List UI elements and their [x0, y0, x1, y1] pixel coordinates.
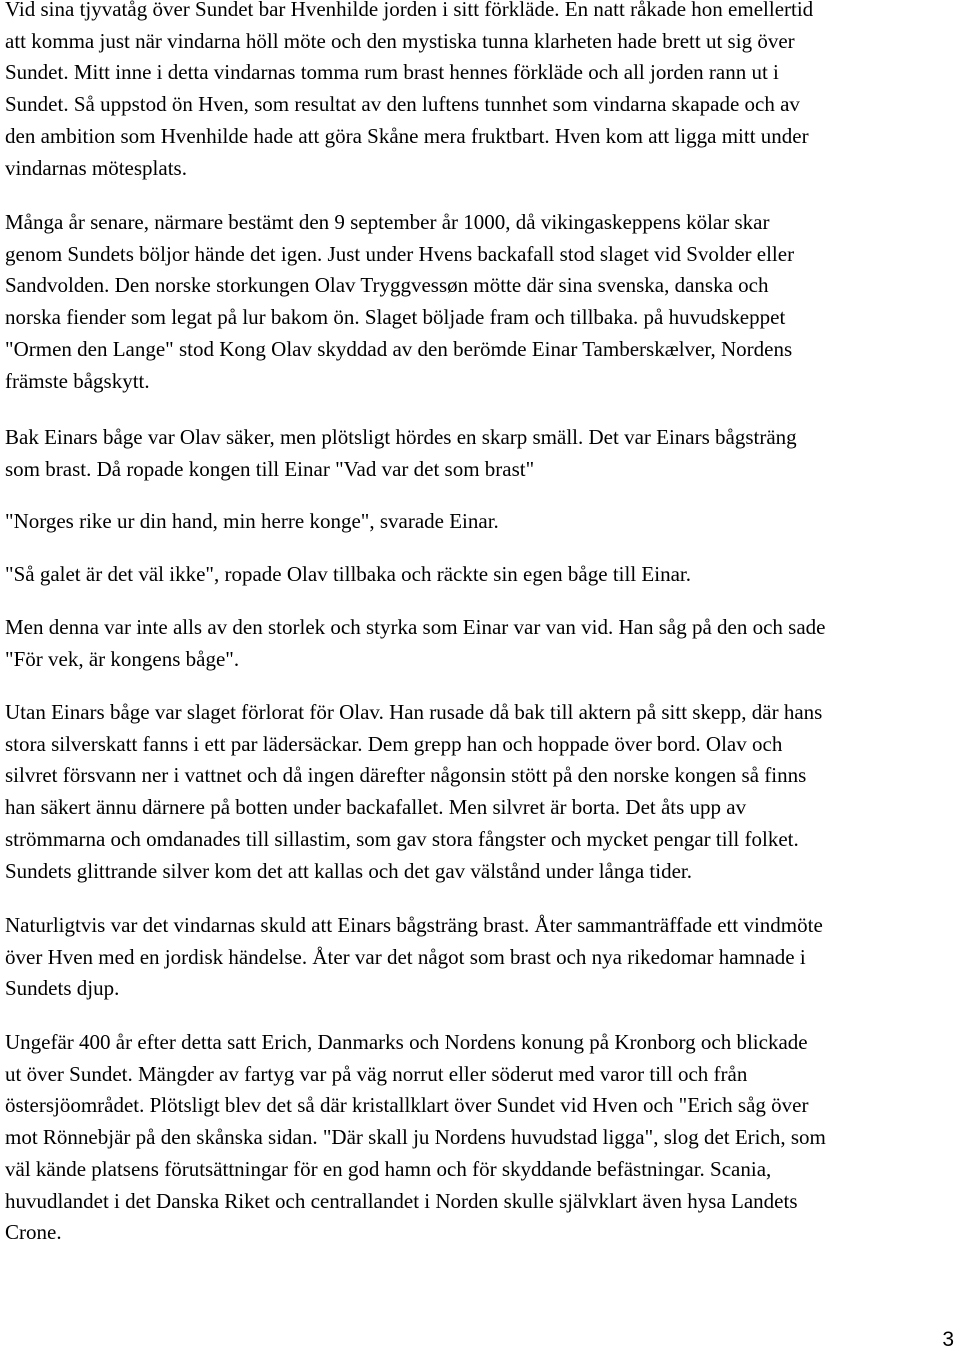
- paragraph-bowstring-snaps: [5, 422, 955, 485]
- paragraph-hven-origin: [5, 0, 955, 184]
- text-line: Vid sina tjyvatåg över Sundet bar Hvenhilde jorden i sitt förkläde. En natt råkade hon emellertid: [5, 0, 814, 21]
- text-line: väl kände platsens förutsättningar för en god hamn och för skyddande befästningar. Scania,: [5, 1156, 772, 1181]
- text-line: stora silverskatt fanns i ett par lädersäckar. Dem grepp han och hoppade över bord. Olav och: [5, 731, 783, 756]
- text-line: Naturligtvis var det vindarnas skuld att Einars bågsträng brast. Åter sammanträffade ett vindmöte: [5, 913, 823, 937]
- text-line: "Så galet är det väl ikke", ropade Olav tillbaka och räckte sin egen båge till Einar.: [5, 562, 691, 586]
- text-line: "Ormen den Lange" stod Kong Olav skyddad av den berömde Einar Tamberskælver, Nordens: [5, 336, 793, 361]
- text-line: "Norges rike ur din hand, min herre konge", svarade Einar.: [5, 509, 499, 533]
- paragraph-silver-treasure: [5, 697, 955, 887]
- text-line: strömmarna och omdanades till sillastim, som gav stora fångster och mycket pengar till folket.: [5, 826, 799, 851]
- paragraph-olav-reply: [5, 559, 955, 591]
- text-line: mot Rönnebjär på den skånska sidan. "Där skall ju Nordens huvudstad ligga", slog det Erich, som: [5, 1125, 826, 1150]
- text-line: östersjöområdet. Plötsligt blev det så där kristallklart över Sundet vid Hven och "Erich såg över: [5, 1093, 809, 1118]
- text-line: genom Sundets böljor hände det igen. Just under Hvens backafall stod slaget vid Svolder eller: [5, 241, 795, 266]
- text-line: Crone.: [5, 1220, 62, 1245]
- text-line: Bak Einars båge var Olav säker, men plötsligt hördes en skarp smäll. Det var Einars bågsträng: [5, 425, 797, 449]
- text-line: främste bågskytt.: [5, 368, 150, 393]
- text-line: Utan Einars båge var slaget förlorat för Olav. Han rusade då bak till aktern på sitt skepp, där hans: [5, 700, 823, 724]
- text-line: Sundet. Så uppstod ön Hven, som resultat av den luftens tunnhet som vindarna skapade och av: [5, 92, 800, 117]
- text-line: vindarnas mötesplats.: [5, 155, 187, 180]
- paragraph-erich-kronborg: [5, 1027, 955, 1249]
- text-line: Sandvolden. Den norske storkungen Olav Tryggvessøn mötte där sina svenska, danska och: [5, 273, 769, 298]
- text-line: ut över Sundet. Mängder av fartyg var på väg norrut eller söderut med varor till och från: [5, 1061, 748, 1086]
- text-line: över Hven med en jordisk händelse. Åter var det något som brast och nya rikedomar hamnade i: [5, 944, 806, 969]
- paragraph-einar-reply: [5, 506, 955, 538]
- text-line: Många år senare, närmare bestämt den 9 september år 1000, då vikingaskeppens kölar skar: [5, 210, 770, 234]
- paragraph-weak-bow: [5, 612, 955, 675]
- page-number: 3: [942, 1328, 954, 1351]
- text-line: Ungefär 400 år efter detta satt Erich, Danmarks och Nordens konung på Kronborg och blickade: [5, 1030, 808, 1054]
- text-line: att komma just när vindarna höll möte och den mystiska tunna klarheten hade brett ut sig över: [5, 28, 795, 53]
- text-line: Men denna var inte alls av den storlek och styrka som Einar var van vid. Han såg på den och sade: [5, 615, 826, 639]
- text-line: Sundets glittrande silver kom det att kallas och det gav välstånd under långa tider.: [5, 858, 692, 883]
- paragraph-wind-meeting: [5, 910, 955, 1005]
- text-line: huvudlandet i det Danska Riket och centrallandet i Norden skulle självklart även hysa Landets: [5, 1188, 798, 1213]
- text-line: norska fiender som legat på lur bakom ön. Slaget böljade fram och tillbaka. på huvudskeppet: [5, 305, 786, 330]
- text-line: Sundet. Mitt inne i detta vindarnas tomma rum brast hennes förkläde och all jorden rann ut i: [5, 60, 779, 85]
- text-line: silvret försvann ner i vattnet och då ingen därefter någonsin stött på den norske kongen så finns: [5, 763, 807, 788]
- text-line: han säkert ännu därnere på botten under backafallet. Men silvret är borta. Det åts upp av: [5, 795, 747, 820]
- paragraph-svolder-battle: [5, 207, 955, 397]
- text-line: som brast. Då ropade kongen till Einar "Vad var det som brast": [5, 456, 535, 481]
- text-line: den ambition som Hvenhilde hade att göra Skåne mera fruktbart. Hven kom att ligga mitt under: [5, 123, 809, 148]
- text-line: Sundets djup.: [5, 976, 120, 1001]
- text-line: "För vek, är kongens båge".: [5, 646, 240, 671]
